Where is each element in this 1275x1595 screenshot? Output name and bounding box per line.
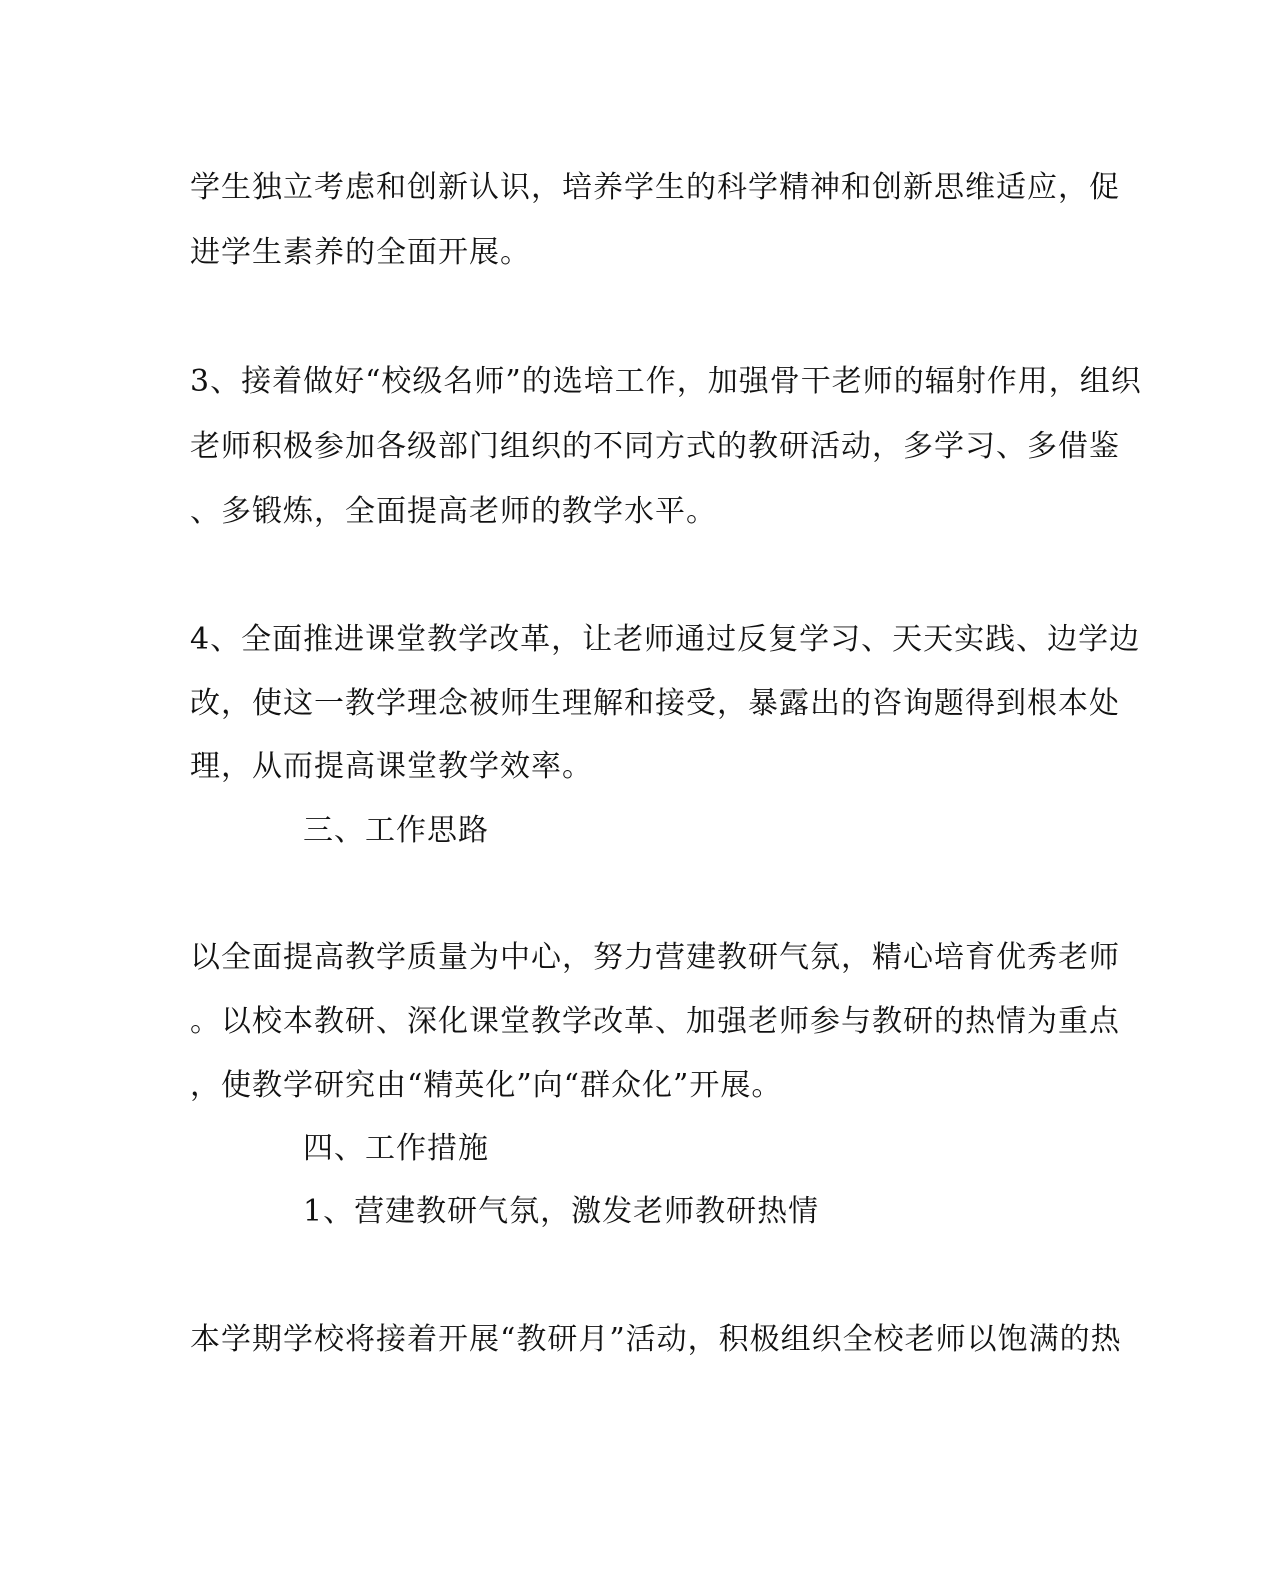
paragraph-line: 学生独立考虑和创新认识，培养学生的科学精神和创新思维适应，促 xyxy=(190,170,1120,205)
list-item-4-line: 改，使这一教学理念被师生理解和接受，暴露出的咨询题得到根本处 xyxy=(190,686,1120,721)
paragraph-line: ，使教学研究由“精英化”向“群众化”开展。 xyxy=(190,1068,783,1103)
list-item-3-line: 3、接着做好“校级名师”的选培工作，加强骨干老师的辐射作用，组织 xyxy=(190,364,1142,399)
paragraph-line: 以全面提高教学质量为中心，努力营建教研气氛，精心培育优秀老师 xyxy=(190,940,1120,975)
list-item-4-line: 理，从而提高课堂教学效率。 xyxy=(190,749,593,784)
list-item-4-line: 4、全面推进课堂教学改革，让老师通过反复学习、天天实践、边学边 xyxy=(190,622,1141,657)
section-heading-work-measures: 四、工作措施 xyxy=(303,1131,489,1166)
paragraph-line: 进学生素养的全面开展。 xyxy=(190,235,531,270)
section-heading-work-approach: 三、工作思路 xyxy=(303,813,489,848)
list-item-3-line: 、多锻炼，全面提高老师的教学水平。 xyxy=(190,494,717,529)
paragraph-line: 本学期学校将接着开展“教研月”活动，积极组织全校老师以饱满的热 xyxy=(190,1322,1122,1357)
paragraph-line: 。以校本教研、深化课堂教学改革、加强老师参与教研的热情为重点 xyxy=(190,1004,1120,1039)
list-item-3-line: 老师积极参加各级部门组织的不同方式的教研活动，多学习、多借鉴 xyxy=(190,429,1120,464)
subheading-measure-1: 1、营建教研气氛，激发老师教研热情 xyxy=(303,1194,820,1229)
